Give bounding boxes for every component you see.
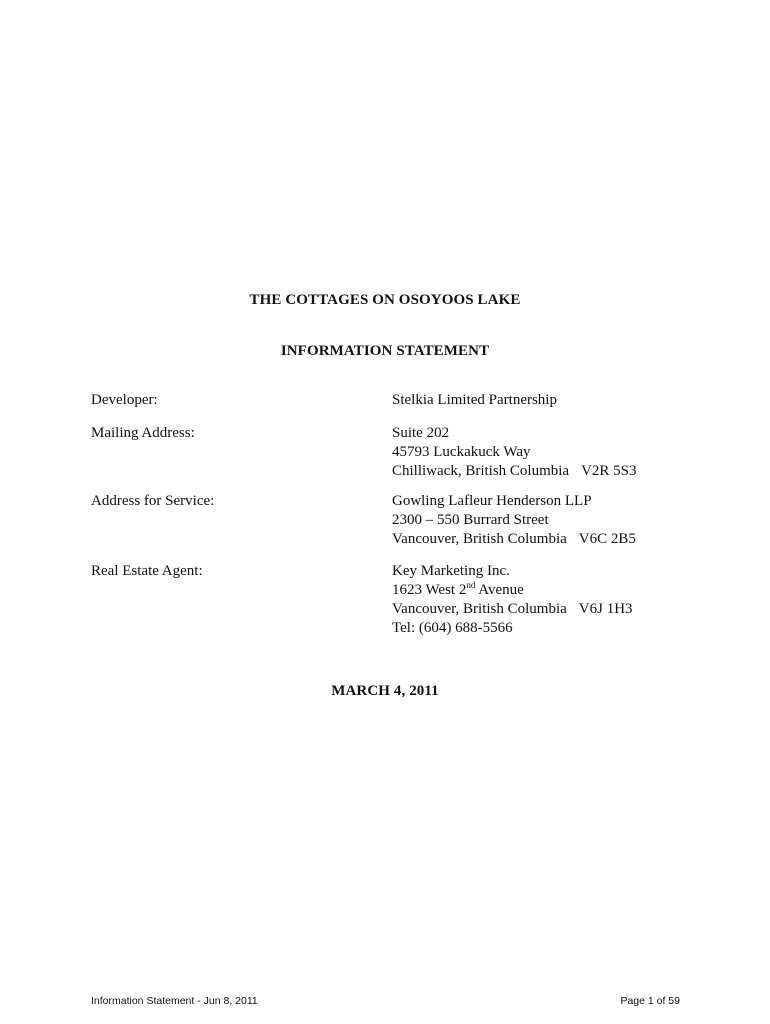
real-estate-agent-line2	[392, 581, 633, 600]
address-for-service-value	[392, 492, 636, 549]
real-estate-agent-street-suffix: Avenue	[475, 582, 524, 598]
address-for-service-line1: Gowling Lafleur Henderson LLP	[392, 493, 592, 509]
mailing-address-line2: 45793 Luckakuck Way	[392, 444, 531, 460]
mailing-address-line1: Suite 202	[392, 425, 450, 441]
developer-name: Stelkia Limited Partnership	[392, 392, 557, 408]
address-for-service-line3	[392, 530, 636, 549]
address-for-service-label: Address for Service:	[91, 493, 215, 509]
mailing-address-label: Mailing Address:	[91, 425, 195, 441]
real-estate-agent-city: Vancouver, British Columbia	[392, 601, 567, 617]
real-estate-agent-street-prefix: 1623 West 2	[392, 582, 467, 598]
developer-value	[392, 391, 557, 410]
mailing-address-city: Chilliwack, British Columbia	[392, 463, 570, 479]
real-estate-agent-street-ordinal: nd	[466, 580, 476, 590]
real-estate-agent-label: Real Estate Agent:	[91, 563, 203, 579]
real-estate-agent-phone: Tel: (604) 688-5566	[392, 620, 513, 636]
address-for-service-city: Vancouver, British Columbia	[392, 531, 567, 547]
document-title: THE COTTAGES ON OSOYOOS LAKE	[249, 292, 521, 308]
mailing-address-value	[392, 424, 637, 481]
footer-document-info: Information Statement - Jun 8, 2011	[91, 995, 258, 1007]
developer-label: Developer:	[91, 392, 158, 408]
mailing-address-line3	[392, 462, 637, 481]
mailing-address-postal: V2R 5S3	[581, 463, 637, 479]
address-for-service-postal: V6C 2B5	[578, 531, 636, 547]
real-estate-agent-line1: Key Marketing Inc.	[392, 563, 510, 579]
address-for-service-line2: 2300 – 550 Burrard Street	[392, 512, 549, 528]
document-subtitle: INFORMATION STATEMENT	[280, 343, 490, 359]
footer-page-number: Page 1 of 59	[620, 995, 680, 1007]
real-estate-agent-line3	[392, 600, 633, 619]
real-estate-agent-value	[392, 562, 633, 638]
real-estate-agent-postal: V6J 1H3	[578, 601, 633, 617]
document-date: MARCH 4, 2011	[331, 683, 439, 699]
